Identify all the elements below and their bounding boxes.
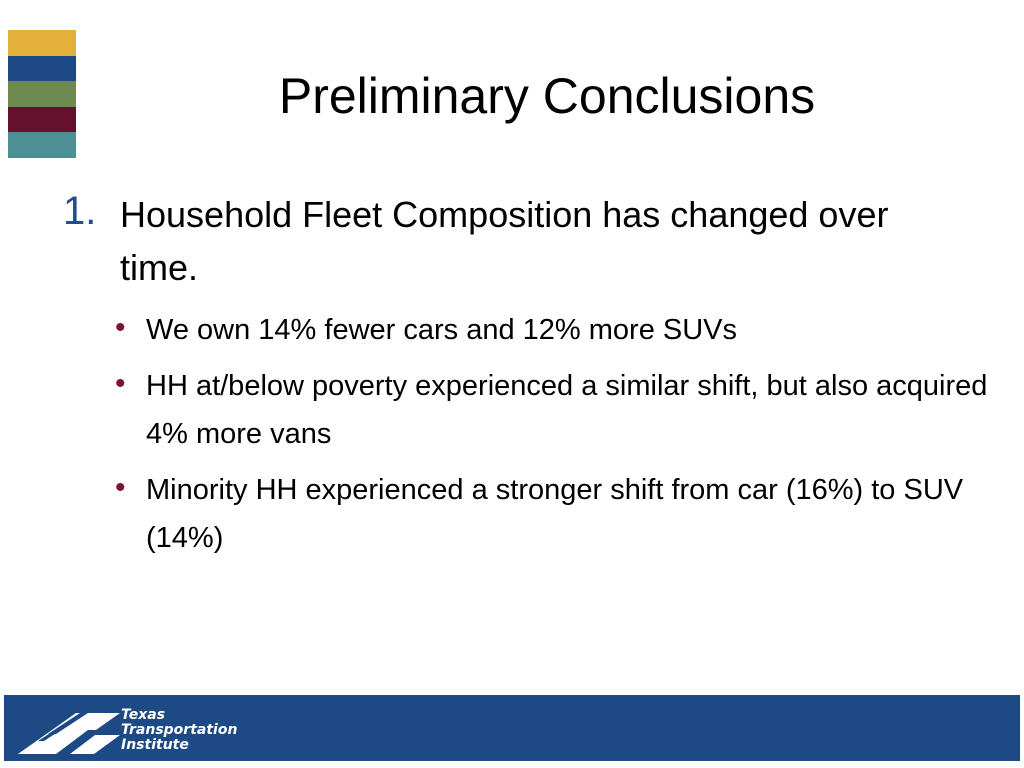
bullet-dot: • <box>115 367 126 400</box>
bullet-item <box>115 466 995 562</box>
slide-title: Preliminary Conclusions <box>278 68 816 124</box>
color-stripe-decoration <box>8 30 76 158</box>
bullet-dot: • <box>115 311 126 344</box>
bullet-list <box>115 306 995 570</box>
point-number: 1. <box>63 189 97 233</box>
stripe-maroon <box>8 107 76 133</box>
bullet-text: Minority HH experienced a stronger shift from car (16%) to SUV (14%) <box>146 474 964 554</box>
logo-line-1: Texas <box>121 707 166 723</box>
bullet-dot: • <box>115 471 126 504</box>
logo-line-2: Transportation <box>121 722 238 738</box>
tti-logo <box>18 708 248 756</box>
bullet-text: We own 14% fewer cars and 12% more SUVs <box>146 314 738 346</box>
bullet-text: HH at/below poverty experienced a similar shift, but also acquired 4% more vans <box>146 370 988 450</box>
logo-line-3: Institute <box>121 737 189 753</box>
stripe-teal <box>8 132 76 158</box>
logo-wordmark <box>121 708 237 753</box>
bullet-item <box>115 306 995 354</box>
bullet-item <box>115 362 995 458</box>
stripe-gold <box>8 30 76 56</box>
stripe-green <box>8 81 76 107</box>
footer-bar <box>4 695 1020 761</box>
stripe-blue <box>8 56 76 82</box>
numbered-point <box>63 188 963 294</box>
point-text: Household Fleet Composition has changed over time. <box>120 194 889 288</box>
road-stripes-icon <box>18 708 122 756</box>
